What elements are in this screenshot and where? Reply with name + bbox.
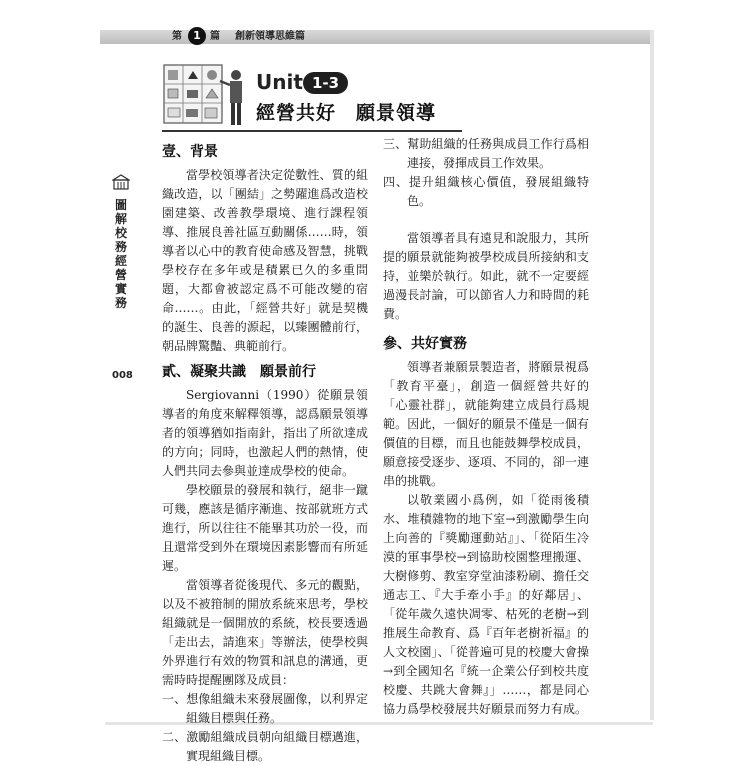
left-column [162,142,368,766]
paragraph: Sergiovanni（1990）從願景領導者的角度來解釋領導，認爲願景領導者的領導猶如指南針，指出了所欲達成的方向；同時，也激起人們的熱情，使人們共同去參與並達成學校的使命。 [162,388,368,478]
list-item: 二、激勵組織成員朝向組織目標邁進，實現組織目標。 [162,730,368,763]
page-number: 008 [112,370,133,381]
paragraph: 當學校領導者決定從數性、質的組織改造，以「團結」之勢躍進爲改造校園建築、改善教學環境、進行課程領導、推展良善社區互動關係……時，領導者以心中的教育使命感及智慧，挑戰學校存在多年或是積累已久的多重問題，大都會被認定爲不可能改變的宿命……。由此，「經營共好」就是契機的誕生、良善的源起，以臻團體前行，朝品牌驚豔、典範前行。 [162,168,368,353]
book-series-title: 圖解校務經營實務 [115,198,128,310]
section-heading-consensus: 貳、凝聚共識 願景前行 [162,364,316,380]
school-building-icon [112,174,130,190]
list-item: 四、提升組織核心價值，發展組織特色。 [383,175,589,208]
section-heading-practice: 參、共好實務 [383,336,467,352]
unit-title: 經營共好 願景領導 [256,102,437,124]
part-title: 創新領導思維篇 [235,31,305,42]
leader-presenting-illustration [162,63,250,129]
list-item: 三、幫助組織的任務與成員工作行爲相連接，發揮成員工作效果。 [383,137,589,170]
page-shadow-right [650,30,654,720]
section-heading-background: 壹、背景 [162,144,218,160]
chapter-header-bar [100,30,650,44]
unit-word: Unit [256,70,303,94]
paragraph: 以敬業國小爲例，如「從雨後積水、堆積雜物的地下室→到激勵學生向上向善的『獎勵運動站』」、「從陌生冷漠的軍事學校→到協助校園整理搬運、大樹修剪、教室穿堂油漆粉刷、擔任交通志工、『大手牽小手』的好鄰居」、「從年歲久遠快凋零、枯死的老樹→到推展生命教育、爲『百年老樹祈福』的人文校園」、「從普遍可見的校慶大會操→到全國知名『統一企業公仔到校共度校慶、共跳大會舞』」……，都是同心協力爲學校發展共好願景而努力有成。 [383,493,589,716]
unit-title-rule [162,130,462,132]
list-item: 一、想像組織未來發展圖像，以利界定組織目標與任務。 [162,692,368,725]
paragraph: 領導者兼願景製造者，將願景視爲「教育平臺」，創造一個經營共好的「心靈社群」，就能夠建立成員行爲規範。因此，一個好的願景不僅是一個有價值的目標，而且也能鼓舞學校成員，願意接受逐步、逐項、不同的，卻一連串的挑戰。 [383,360,589,488]
paragraph: 當領導者從後現代、多元的觀點，以及不被箝制的開放系統來思考，學校組織就是一個開放的系統，校長要透過「走出去，請進來」等辦法，使學校與外界進行有效的物質和訊息的溝通，更需時時提醒團隊及成員： [162,578,368,687]
part-suffix: 篇 [210,31,220,42]
right-column [383,135,589,719]
paragraph: 當領導者具有遠見和說服力，其所提的願景就能夠被學校成員所接納和支持，並樂於執行。如此，就不一定要經過漫長討論，可以節省人力和時間的耗費。 [383,231,589,321]
paragraph: 學校願景的發展和執行，絕非一蹴可幾，應該是循序漸進、按部就班方式進行，所以往往不能畢其功於一役，而且還常受到外在環境因素影響而有所延遲。 [162,483,368,573]
part-label: 第 [172,31,182,42]
part-number-badge: 1 [188,27,206,45]
unit-number-badge: 1-3 [303,72,348,94]
